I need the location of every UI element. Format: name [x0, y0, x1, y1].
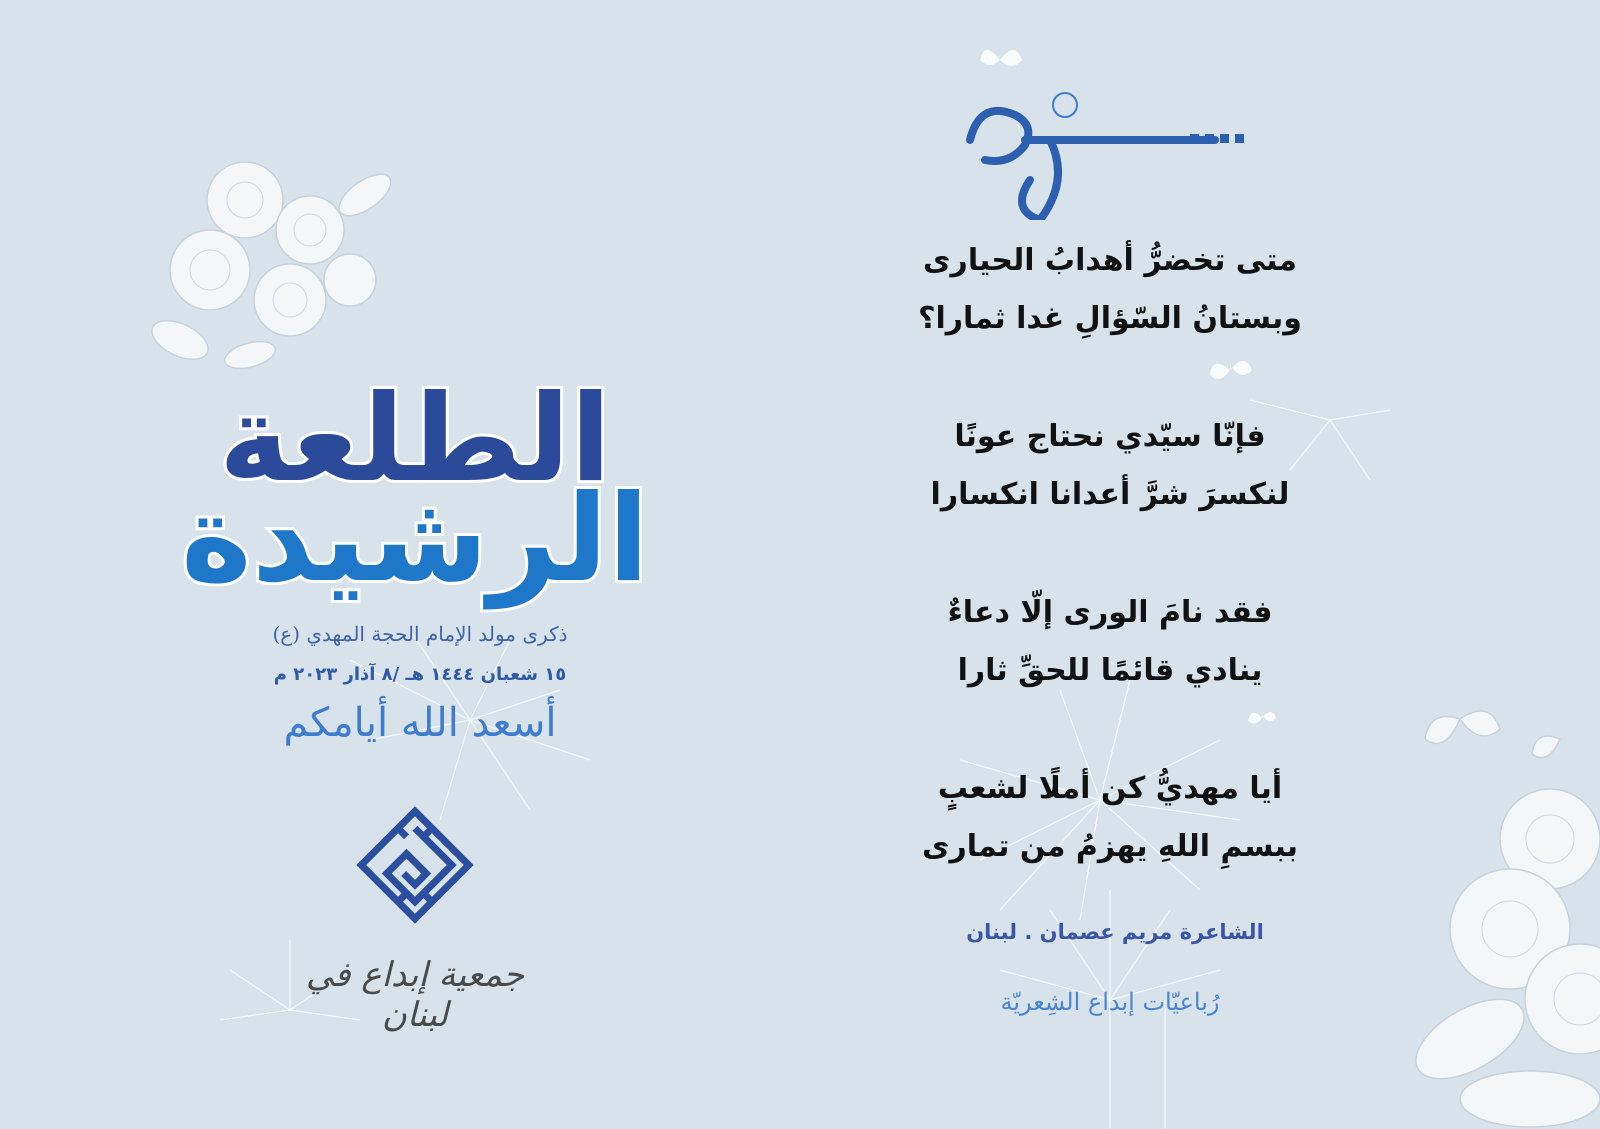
title-line-2: الرشيدة	[181, 470, 649, 609]
greeting-calligraphy: أسعد الله أيامكم	[283, 700, 557, 746]
title-calligraphy	[180, 250, 650, 609]
stanza	[900, 232, 1320, 348]
title-line-1: الطلعة	[218, 370, 612, 509]
verse: فقد نامَ الورى إلّا دعاءٌ	[947, 595, 1273, 630]
mahdi-calligraphy-logo	[950, 80, 1270, 220]
butterfly-top-right	[980, 50, 1022, 66]
verse: ينادي قائمًا للحقِّ ثارا	[957, 653, 1263, 688]
series-title: رُباعيّات إبداع الشِعريّة	[1000, 988, 1220, 1016]
stanza	[900, 408, 1320, 524]
corner-paper-flowers	[1400, 699, 1600, 1129]
date-text: ١٥ شعبان ١٤٤٤ هـ /٨ آذار ٢٠٢٣ م	[273, 664, 567, 685]
poem	[900, 232, 1320, 936]
verse: لنكسرَ شرَّ أعدانا انكسارا	[930, 477, 1290, 512]
verse: أيا مهديُّ كن أملًا لشعبٍ	[937, 771, 1283, 806]
verse: وبستانُ السّؤالِ غدا ثمارا؟	[918, 301, 1302, 336]
kufic-seal-icon	[355, 805, 475, 925]
verse: متى تخضرُّ أهدابُ الحيارى	[923, 243, 1297, 278]
poet-credit: الشاعرة مريم عصمان . لبنان	[966, 920, 1264, 944]
verse: فإنّا سيّدي نحتاج عونًا	[954, 419, 1266, 454]
association-logo: جمعية إبداع في لبنان	[305, 955, 525, 1035]
stanza	[900, 760, 1320, 876]
stanza	[900, 584, 1320, 700]
verse: ببسمِ اللهِ يهزمُ من تمارى	[921, 829, 1299, 864]
occasion-text: ذكرى مولد الإمام الحجة المهدي (ع)	[272, 622, 568, 646]
